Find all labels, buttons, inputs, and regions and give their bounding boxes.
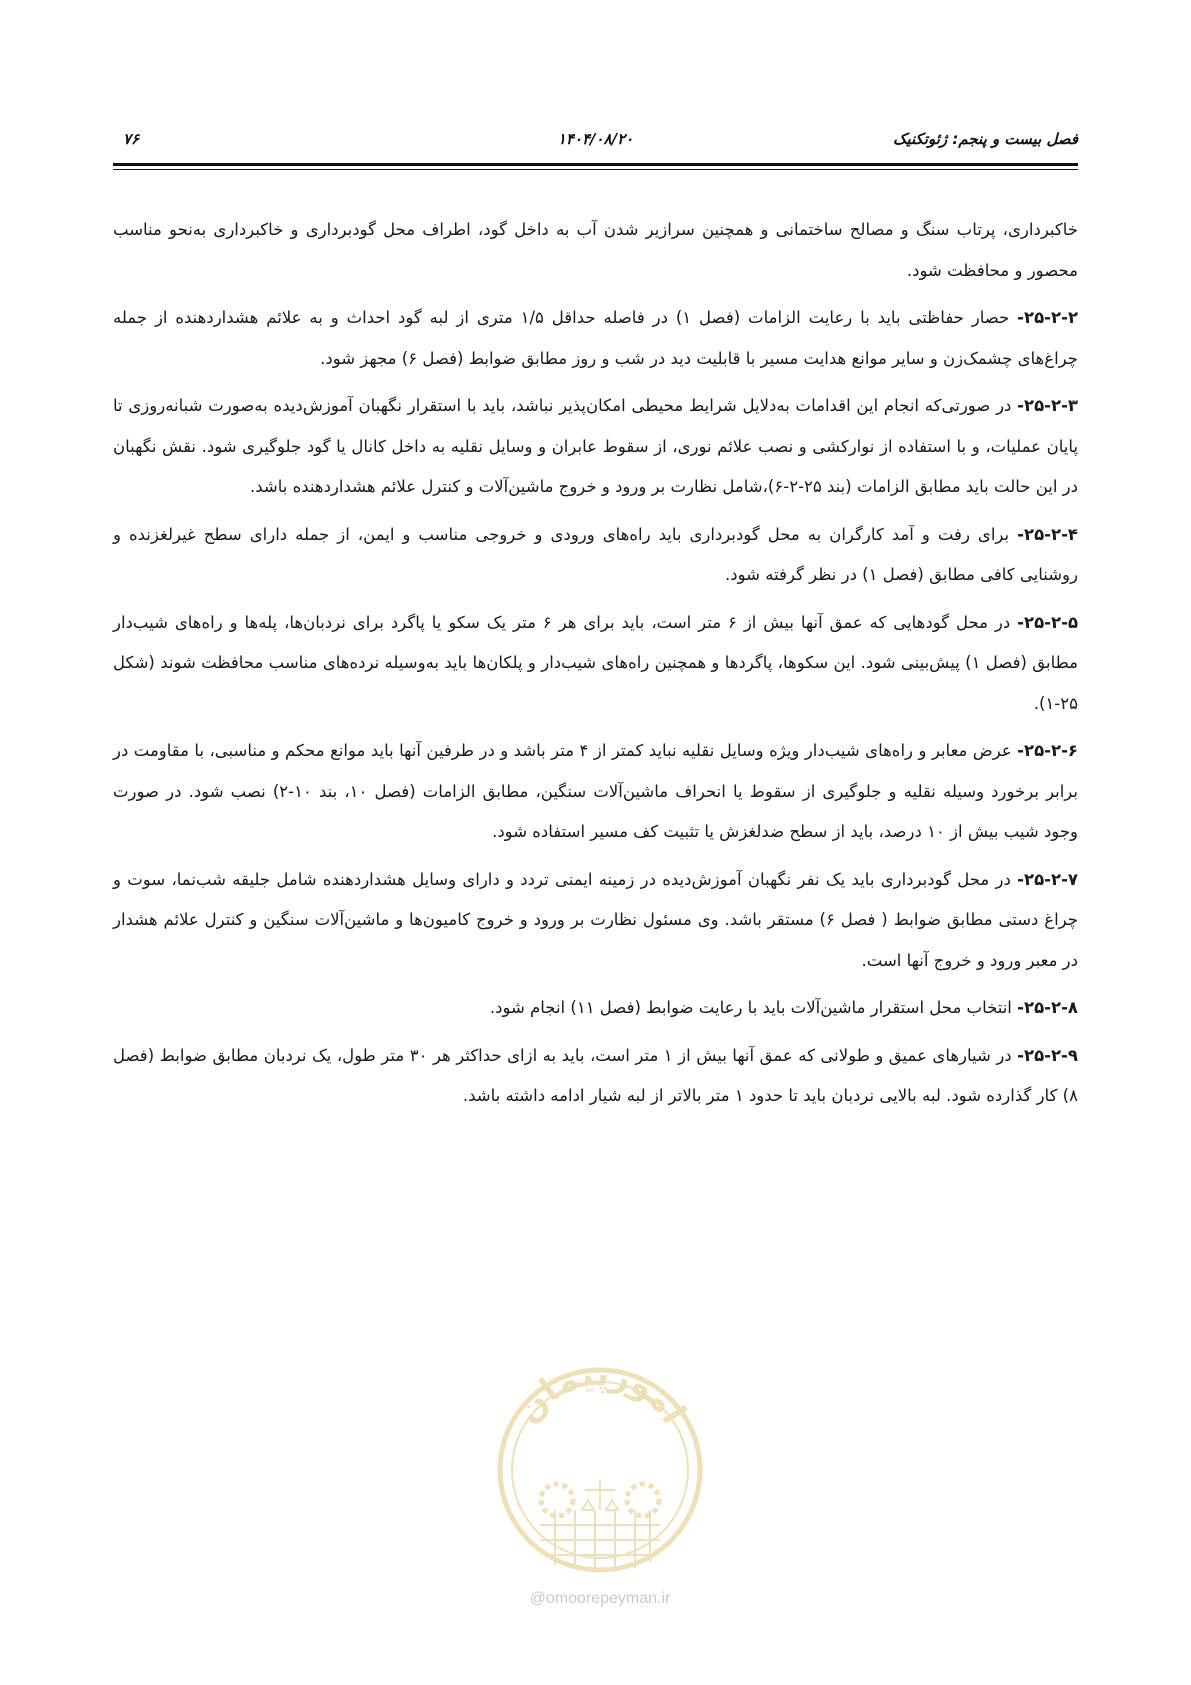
clause-number: ۲۵-۲-۴- [1017,524,1078,544]
clause-number: ۲۵-۲-۳- [1017,396,1078,415]
clause-text: در شیارهای عمیق و طولانی که عمق آنها بیش از ۱ متر است، باید به ازای حداکثر هر ۳۰ متر طول، یک نردبان مطابق ضوابط (فصل ۸) کار گذارده شود. لبه بالایی نردبان باید تا حدود ۱ متر بالاتر از لبه شیار ادامه داشته باشد. [113,1045,1078,1105]
clause-number: ۲۵-۲-۷- [1017,869,1078,889]
clause-25-2-3 [113,386,1078,508]
page-number: ۷۶ [123,130,140,148]
clause-25-2-5 [113,603,1078,725]
clause-text: در محل گودبرداری باید یک نفر نگهبان آموزش‌دیده در زمینه ایمنی تردد و دارای وسایل هشداردهنده شامل جلیقه شب‌نما، سوت و چراغ دستی مطابق ضوابط ( فصل ۶) مستقر باشد. وی مسئول نظارت بر ورود و خروج کامیون‌ها و ماشین‌آلات سنگین و کنترل علائم هشدار در معبر ورود و خروج آنها است. [113,869,1078,970]
watermark-logo [485,1350,715,1590]
clause-number: ۲۵-۲-۶- [1017,741,1078,760]
clause-25-2-4 [113,515,1078,596]
header-rule-thick [113,163,1078,166]
paragraph-continuation: خاکبرداری، پرتاب سنگ و مصالح ساختمانی و همچنین سرازیر شدن آب به داخل گود، اطراف محل گودبرداری و خاکبرداری به‌نحو مناسب محصور و محافظت شود. [113,220,1078,280]
clause-text: عرض معابر و راه‌های شیب‌دار ویژه وسایل نقلیه نباید کمتر از ۴ متر باشد و در طرفین آنها باید موانع محکم و مناسبی، با مقاومت در برابر برخورد وسیله نقلیه و جلوگیری از سقوط یا انحراف ماشین‌آلات سنگین، مطابق الزامات (فصل ۱۰، بند ۱۰-۲) نصب شود. در صورت وجود شیب بیش از ۱۰ درصد، باید از سطح ضدلغزش یا تثبیت کف مسیر استفاده شود. [113,741,1078,841]
page-header [113,126,1078,154]
clause-25-2-2 [113,298,1078,379]
clause-25-2-8 [113,988,1078,1029]
clause-text: در صورتی‌که انجام این اقدامات به‌دلایل شرایط محیطی امکان‌پذیر نباشد، باید با استقرار نگهبان آموزش‌دیده به‌صورت شبانه‌روزی تا پایان عملیات، و با استفاده از نوارکشی و نصب علائم نوری، از سقوط عابران و وسایل نقلیه به داخل کانال یا گود جلوگیری شود. نقش نگهبان در این حالت باید مطابق الزامات (بند ۲۵-۲-۶)،شامل نظارت بر ورود و خروج ماشین‌آلات و کنترل علائم هشداردهنده باشد. [113,396,1078,496]
clause-number: ۲۵-۲-۸- [1017,998,1078,1017]
clause-25-2-9 [113,1036,1078,1117]
clause-25-2-6 [113,731,1078,853]
header-date: ۱۴۰۴/۰۸/۲۰ [557,130,634,148]
clause-text: حصار حفاظتی باید با رعایت الزامات (فصل ۱) در فاصله حداقل ۱/۵ متری از لبه گود احداث و به علائم هشداردهنده از جمله چراغ‌های چشمک‌زن و سایر موانع هدایت مسیر با قابلیت دید در شب و روز مطابق ضوابط (فصل ۶) مجهز شود. [113,308,1078,368]
chapter-title: فصل بیست و پنجم: ژئوتکنیک [893,130,1078,148]
header-rule-thin [113,169,1078,170]
clause-text: برای رفت و آمد کارگران به محل گودبرداری باید راه‌های ورودی و خروجی مناسب و ایمن، از جمله دارای سطح غیرلغزنده و روشنایی کافی مطابق (فصل ۱) در نظر گرفته شود. [113,524,1078,584]
body-text [113,210,1078,1124]
clause-25-2-7 [113,860,1078,982]
clause-text: انتخاب محل استقرار ماشین‌آلات باید با رعایت ضوابط (فصل ۱۱) انجام شود. [489,998,1018,1017]
clause-number: ۲۵-۲-۵- [1017,612,1079,632]
clause-number: ۲۵-۲-۹- [1017,1045,1078,1065]
watermark-logo-text: امورپیمان [507,1353,694,1431]
clause-text: در محل گودهایی که عمق آنها بیش از ۶ متر است، باید برای هر ۶ متر یک سکو یا پاگرد برای نردبان‌ها، پله‌ها و راه‌های شیب‌دار مطابق (فصل ۱) پیش‌بینی شود. این سکوها، پاگردها و همچنین راه‌های شیب‌دار و پلکان‌ها باید به‌وسیله نرده‌های مناسب محافظت شوند (شکل ۲۵-۱). [113,612,1078,713]
clause-number: ۲۵-۲-۲- [1017,308,1079,327]
watermark-url: @omoorepeyman.ir [529,1590,671,1607]
